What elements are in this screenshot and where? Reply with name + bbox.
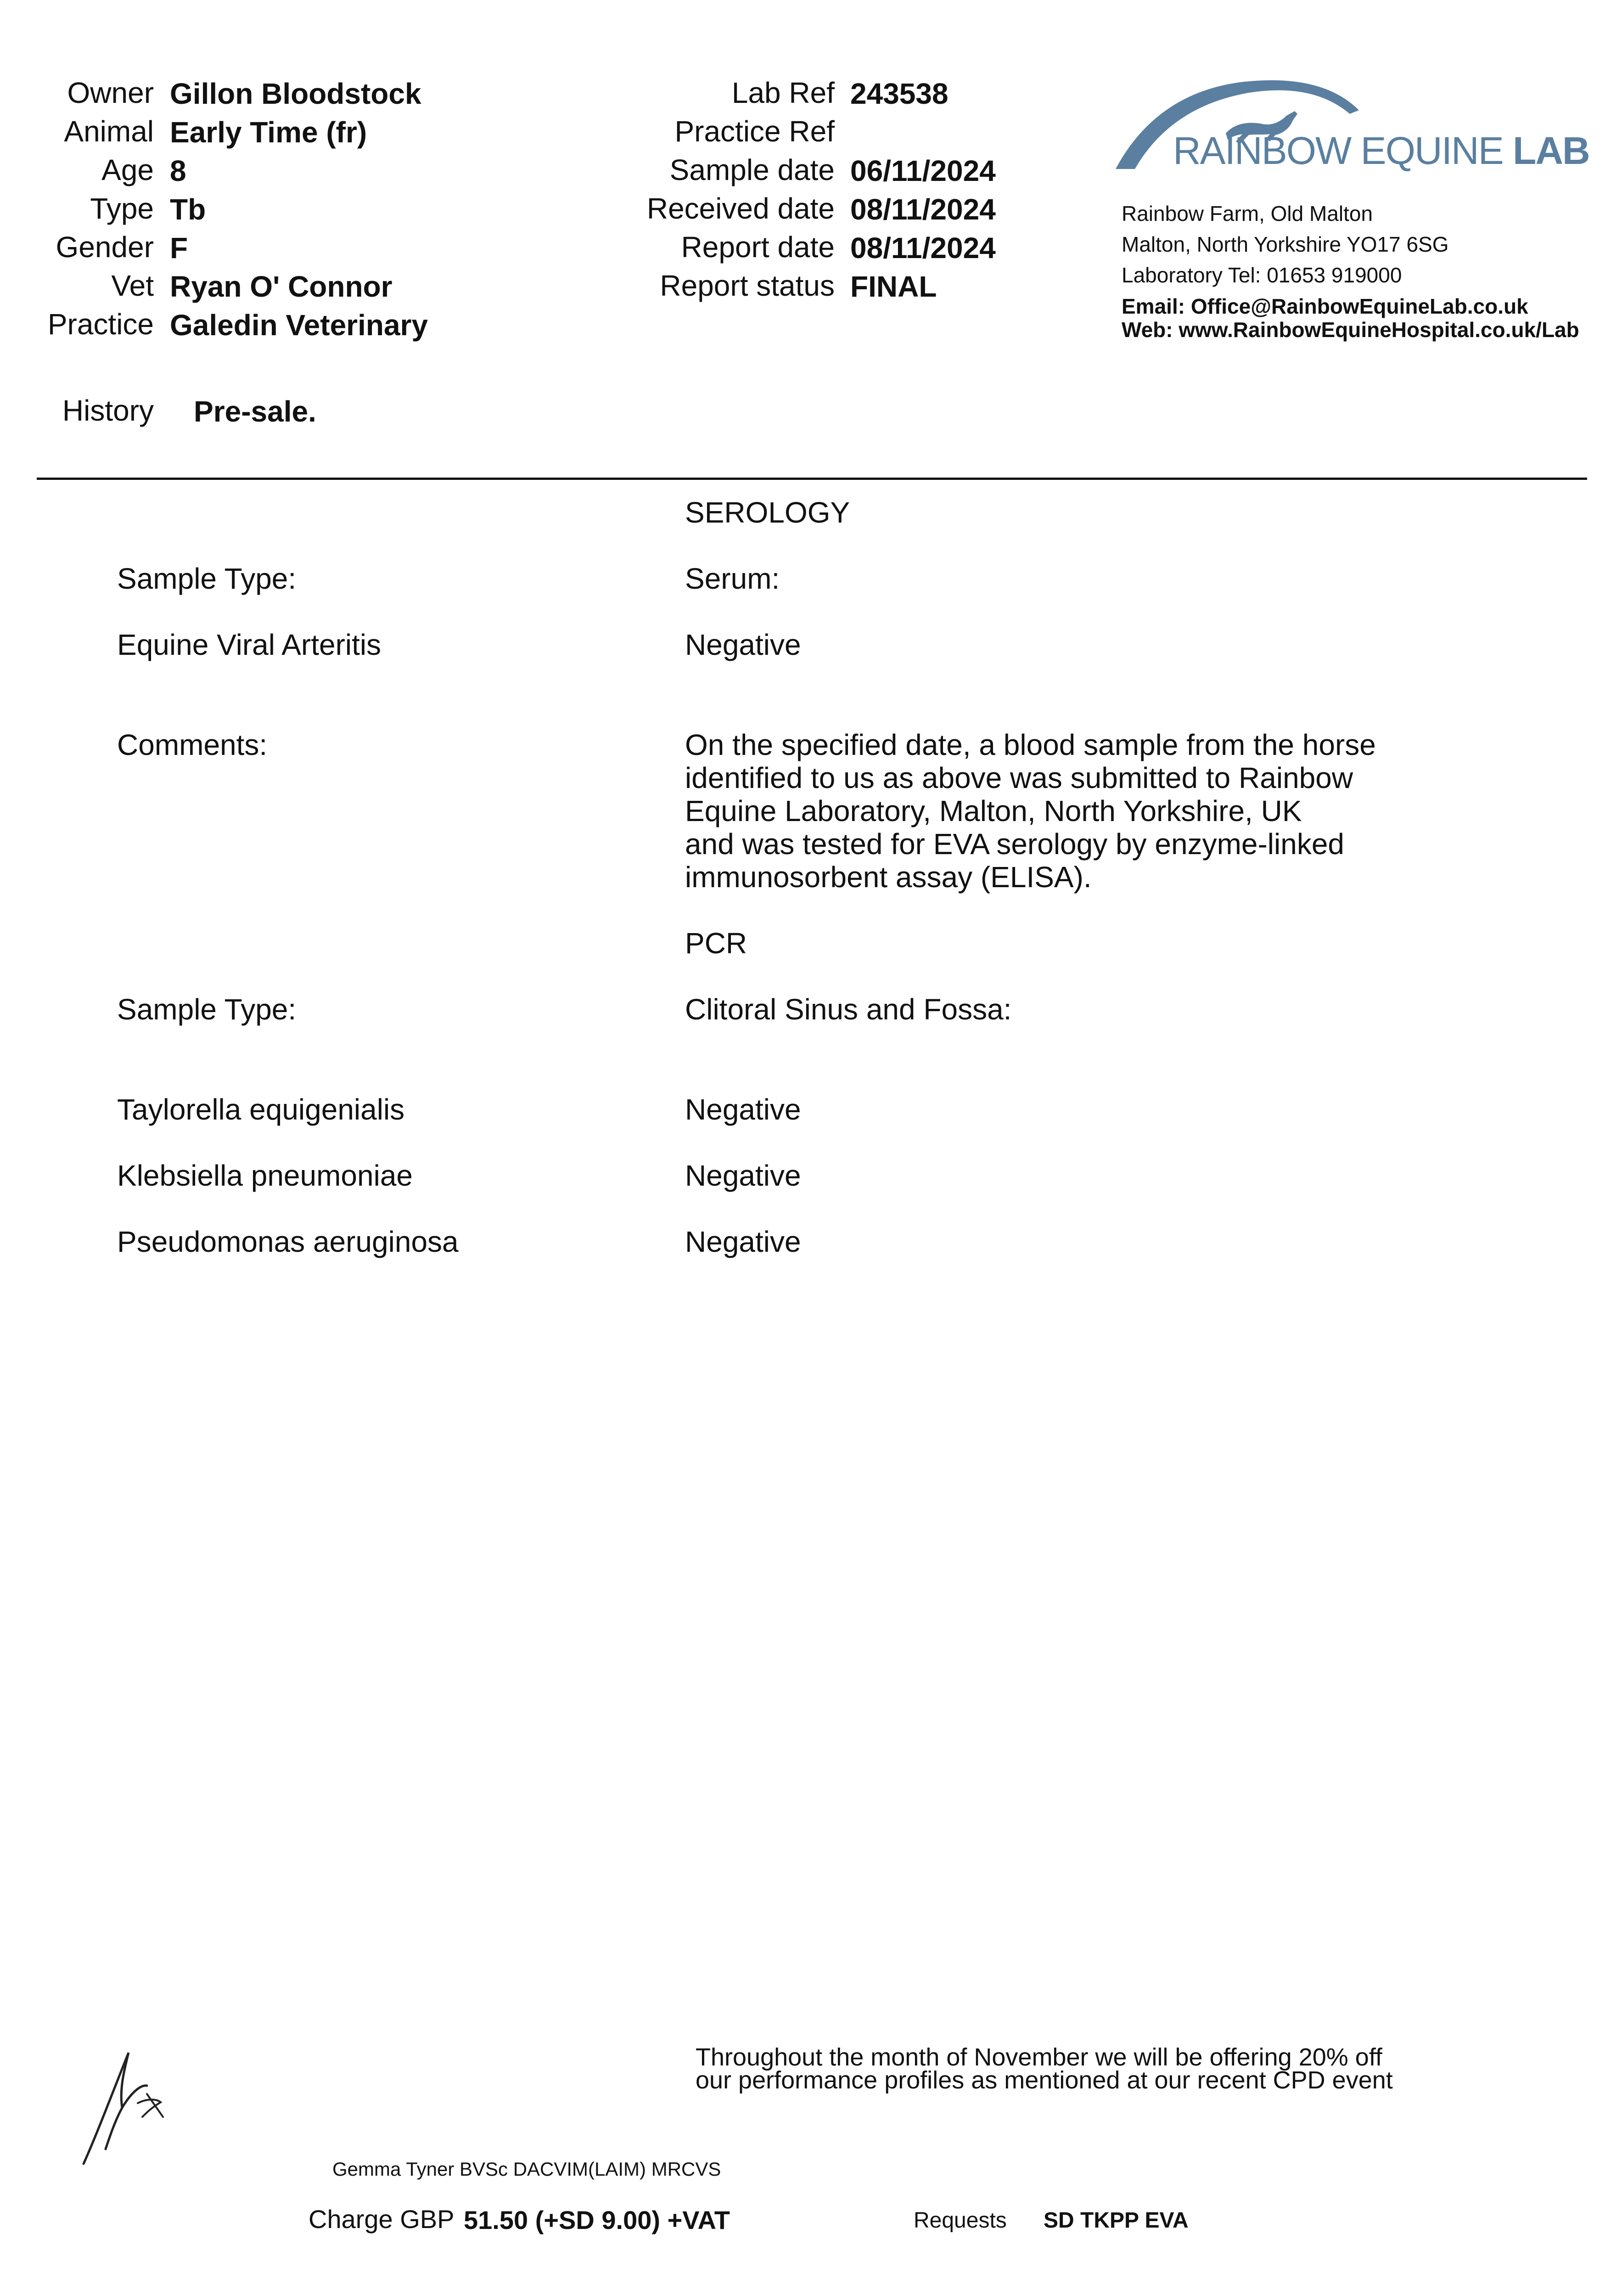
serology-heading: SEROLOGY [685, 496, 850, 529]
sample-date-label: Sample date [669, 153, 835, 186]
signature [78, 2043, 179, 2167]
report-date-label: Report date [681, 231, 835, 264]
pcr-test-name: Taylorella equigenialis [117, 1093, 405, 1126]
report-date-value: 08/11/2024 [850, 231, 996, 264]
comments-line: identified to us as above was submitted to Rainbow [685, 761, 1353, 794]
sample-date-value: 06/11/2024 [850, 154, 996, 187]
pcr-test-result: Negative [685, 1159, 801, 1192]
age-value: 8 [170, 154, 186, 187]
pcr-test-result: Negative [685, 1225, 801, 1258]
address-line-1: Rainbow Farm, Old Malton [1122, 202, 1373, 225]
history-label: History [62, 394, 154, 427]
age-label: Age [101, 153, 154, 186]
vet-label: Vet [111, 269, 154, 302]
comments-label: Comments: [117, 728, 268, 761]
vet-value: Ryan O' Connor [170, 270, 393, 303]
logo-text: RAINBOW EQUINE LAB [1173, 129, 1589, 172]
pcr-test-result: Negative [685, 1093, 801, 1126]
pcr-sample-type-value: Clitoral Sinus and Fossa: [685, 993, 1012, 1026]
charge-label: Charge GBP [309, 2205, 455, 2234]
comments-text [685, 728, 1376, 894]
type-label: Type [90, 192, 154, 225]
received-date-label: Received date [646, 192, 835, 225]
serology-sample-type-label: Sample Type: [117, 562, 297, 595]
gender-value: F [170, 231, 188, 264]
pcr-heading: PCR [685, 927, 747, 960]
serology-sample-type-value: Serum: [685, 562, 780, 595]
lab-email: Email: Office@RainbowEquineLab.co.uk [1122, 294, 1528, 318]
comments-line: Equine Laboratory, Malton, North Yorkshire, UK [685, 794, 1302, 827]
practice-label: Practice [47, 308, 154, 341]
history-value: Pre-sale. [194, 395, 316, 428]
type-value: Tb [170, 193, 206, 226]
owner-label: Owner [67, 76, 154, 109]
eva-test-name: Equine Viral Arteritis [117, 628, 382, 661]
received-date-value: 08/11/2024 [850, 193, 996, 226]
eva-test-result: Negative [685, 628, 801, 661]
report-status-label: Report status [660, 269, 835, 302]
pcr-test-name: Klebsiella pneumoniae [117, 1159, 413, 1192]
comments-line: and was tested for EVA serology by enzyme-linked [685, 827, 1344, 861]
comments-line: On the specified date, a blood sample from the horse [685, 728, 1376, 761]
pcr-sample-type-label: Sample Type: [117, 993, 297, 1026]
promo-text [696, 2043, 1393, 2094]
lab-ref-label: Lab Ref [731, 76, 835, 109]
lab-ref-value: 243538 [850, 77, 949, 110]
promo-line: Throughout the month of November we will be offering 20% off [696, 2043, 1382, 2071]
promo-line: our performance profiles as mentioned at our recent CPD event [696, 2066, 1393, 2094]
comments-line: immunosorbent assay (ELISA). [685, 861, 1092, 894]
pcr-test-name: Pseudomonas aeruginosa [117, 1225, 459, 1258]
lab-website: Web: www.RainbowEquineHospital.co.uk/Lab [1122, 318, 1579, 342]
gender-label: Gender [56, 231, 154, 264]
report-status-value: FINAL [850, 270, 937, 303]
signatory-name: Gemma Tyner BVSc DACVIM(LAIM) MRCVS [332, 2158, 721, 2180]
header-divider [37, 478, 1587, 480]
lab-telephone: Laboratory Tel: 01653 919000 [1122, 263, 1402, 287]
address-line-2: Malton, North Yorkshire YO17 6SG [1122, 232, 1449, 256]
practice-ref-label: Practice Ref [674, 115, 835, 148]
owner-value: Gillon Bloodstock [170, 77, 421, 110]
requests-value: SD TKPP EVA [1044, 2208, 1189, 2233]
animal-value: Early Time (fr) [170, 116, 367, 149]
animal-label: Animal [64, 115, 154, 148]
rainbow-equine-lab-logo [1111, 73, 1589, 184]
practice-value: Galedin Veterinary [170, 309, 428, 342]
requests-label: Requests [914, 2208, 1007, 2233]
charge-value: 51.50 (+SD 9.00) +VAT [464, 2206, 730, 2234]
signature-icon [78, 2043, 179, 2167]
